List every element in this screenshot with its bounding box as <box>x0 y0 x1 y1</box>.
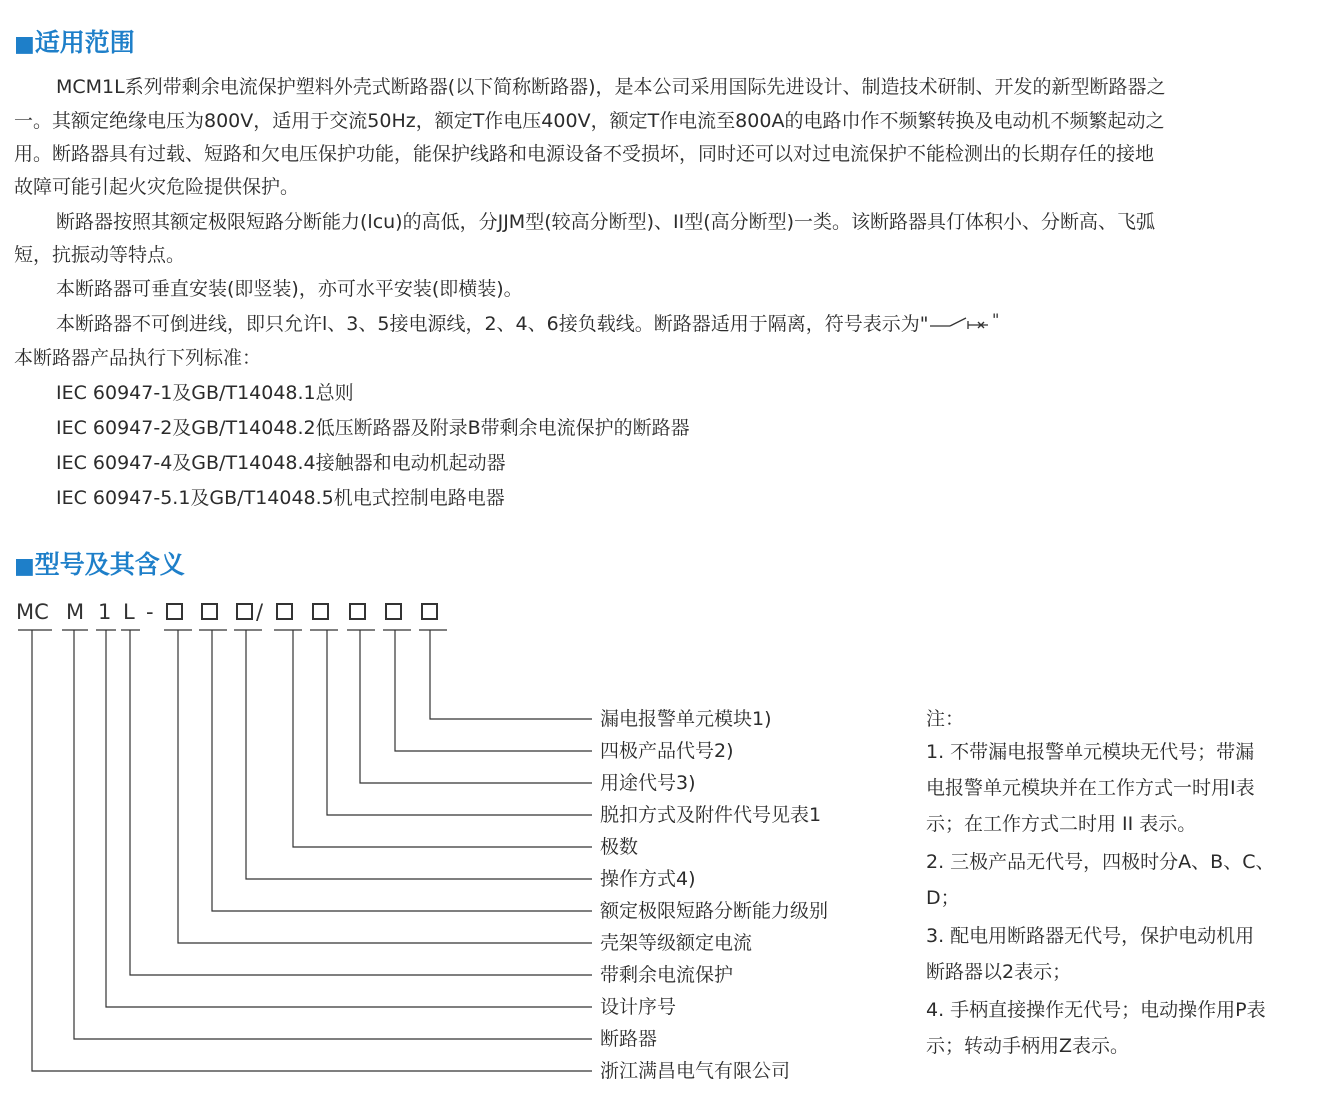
paragraph-line: 短，抗振动等特点。 <box>14 244 186 266</box>
standard-item: IEC 60947-1及GB/T14048.1总则 <box>56 382 354 404</box>
note-line: D； <box>926 887 960 909</box>
paragraph-line: MCM1L系列带剩余电流保护塑料外壳式断路器(以下简称断路器)，是本公司采用国际先进设计、制造技术研制、开发的新型断路器之 <box>56 76 1166 98</box>
label-alarm-module: 漏电报警单元模块1) <box>600 708 772 730</box>
paragraph-line: 故障可能引起火灾危险提供保护。 <box>14 176 300 198</box>
note-line: 示；转动手柄用Z表示。 <box>926 1035 1130 1057</box>
code-part-l: L <box>123 600 135 624</box>
note-line: 4. 手柄直接操作无代号；电动操作用P表 <box>926 999 1266 1021</box>
standard-item: IEC 60947-4及GB/T14048.4接触器和电动机起动器 <box>56 452 506 474</box>
notes-heading: 注： <box>926 708 965 730</box>
svg-text:": " <box>992 313 1000 329</box>
label-breaking-capacity: 额定极限短路分断能力级别 <box>600 900 829 922</box>
note-line: 电报警单元模块并在工作方式一时用I表 <box>926 777 1255 799</box>
paragraph-line: 用。断路器具有过载、短路和欠电压保护功能，能保护线路和电源设备不受损坏，同时还可以对过电流保护不能检测出的长期存任的接地 <box>14 143 1155 165</box>
label-usage: 用途代号3) <box>600 772 696 794</box>
paragraph-line: 断路器按照其额定极限短路分断能力(lcu)的高低，分JJM型(较高分断型)、II型(高分断型)一类。该断路器具仃体积小、分断高、飞弧 <box>56 211 1156 233</box>
label-design-number: 设计序号 <box>600 996 677 1018</box>
note-line: 1. 不带漏电报警单元模块无代号；带漏 <box>926 741 1255 763</box>
label-operation: 操作方式4) <box>600 868 696 890</box>
standard-item: IEC 60947-2及GB/T14048.2低压断路器及附录B带剩余电流保护的断路器 <box>56 417 690 439</box>
note-line: 2. 三极产品无代号，四极时分A、B、C、 <box>926 851 1275 873</box>
paragraph-line: 本断路器可垂直安装(即竖装)，亦可水平安装(即横装)。 <box>56 278 523 300</box>
note-line: 示；在工作方式二时用 II 表示。 <box>926 813 1197 835</box>
section-title-scope: ■适用范围 <box>14 28 135 57</box>
standard-item: IEC 60947-5.1及GB/T14048.5机电式控制电路电器 <box>56 487 505 509</box>
code-slash: / <box>256 600 264 624</box>
paragraph-text: 本断路器不可倒进线，即只允许l、3、5接电源线，2、4、6接负载线。断路器适用于隔离，符号表示为" <box>56 313 929 335</box>
label-poles: 极数 <box>600 836 639 858</box>
note-line: 断路器以2表示； <box>926 961 1072 983</box>
section-title-model: ■型号及其含义 <box>14 550 185 579</box>
code-dash: - <box>146 600 154 624</box>
square-bullet-icon: ■ <box>14 554 35 579</box>
label-residual-current: 带剩余电流保护 <box>600 964 734 986</box>
square-bullet-icon: ■ <box>14 32 35 57</box>
code-part-m: M <box>66 600 85 624</box>
code-part-1: 1 <box>98 600 112 624</box>
label-breaker: 断路器 <box>600 1028 658 1050</box>
label-four-pole: 四极产品代号2) <box>600 740 734 762</box>
note-line: 3. 配电用断路器无代号，保护电动机用 <box>926 925 1255 947</box>
label-frame-current: 壳架等级额定电流 <box>600 932 753 954</box>
code-part-mc: MC <box>16 600 49 624</box>
label-trip-type: 脱扣方式及附件代号见表1 <box>600 804 822 826</box>
paragraph-line: 本断路器产品执行下列标准： <box>14 347 262 369</box>
paragraph-line: 一。其额定绝缘电压为800V，适用于交流50Hz，额定T作电压400V，额定T作电流至800A的电路巾作不频繁转换及电动机不频繁起动之 <box>14 110 1165 132</box>
label-company: 浙江满昌电气有限公司 <box>600 1060 791 1082</box>
